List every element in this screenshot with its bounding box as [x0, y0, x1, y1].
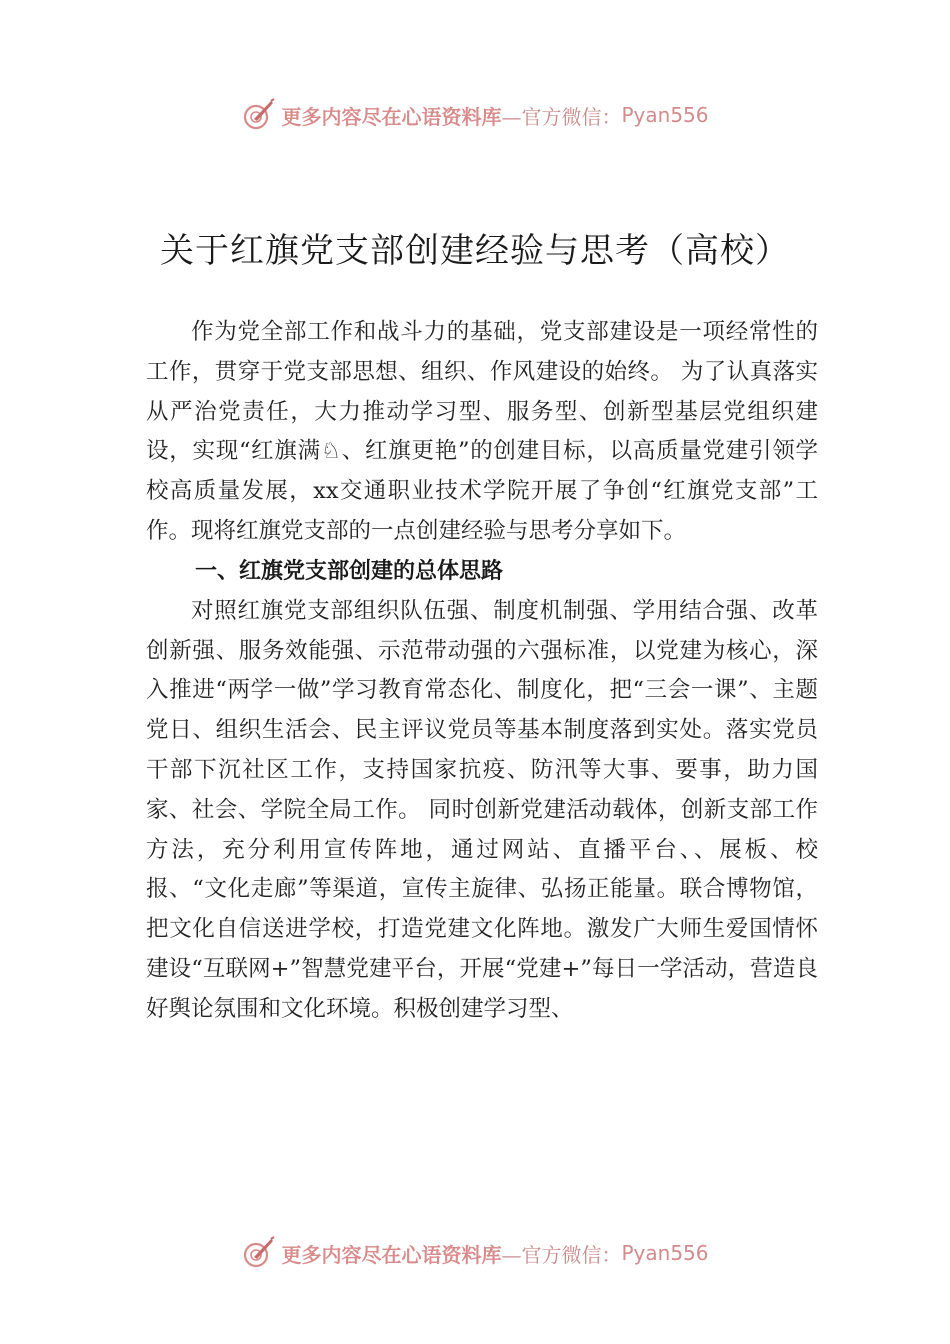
watermark-brand-text: 更多内容尽在心语资料库 — [281, 1242, 502, 1267]
section-heading-1: 一、红旗党支部创建的总体思路 — [195, 558, 504, 584]
section-1-paragraph: 对照红旗党支部组织队伍强、制度机制强、学用结合强、改革创新强、服务效能强、示范带动强的六强标准，以党建为核心，深入推进“两学一做”学习教育常态化、制度化，把“三会一课”、主题党日、组织生活会、民主评议党员等基本制度落到实处。落实党员干部下沉社区工作，支持国家抗疫、防汛等大事、要事，助力国家、社会、学院全局工作。 同时创新党建活动载体，创新支部工作方法，充分利用宣传阵地，通过网站、直播平台、、展板、校报、“文化走廊”等渠道，宣传主旋律、弘扬正能量。联合博物馆， 把文化自信送进学校，打造党建文化阵地。激发广大师生爱国情怀建设“互联网+”智慧党建平台，开展“党建+”每日一学活动，营造良好舆论氛围和文化环境。积极创建学习型、 — [146, 597, 818, 1022]
quill-pen-icon — [241, 1236, 275, 1270]
watermark-brand-text: 更多内容尽在心语资料库 — [281, 104, 502, 129]
document-body — [146, 313, 818, 1030]
document-title: 关于红旗党支部创建经验与思考（高校） — [160, 230, 790, 271]
watermark-wechat-id: Pyan556 — [621, 1241, 709, 1265]
watermark-wechat-label: —官方微信： — [501, 104, 622, 129]
watermark-wechat-id: Pyan556 — [621, 103, 709, 127]
intro-paragraph: 作为党全部工作和战斗力的基础，党支部建设是一项经常性的工作，贯穿于党支部思想、组织、作风建设的始终。 为了认真落实从严治党责任，大力推动学习型、服务型、创新型基层党组织建设，实现“红旗满♘、红旗更艳”的创建目标，以高质量党建引领学校高质量发展，xx交通职业技术学院开展了争创“红旗党支部”工作。现将红旗党支部的一点创建经验与思考分享如下。 — [146, 319, 818, 544]
quill-pen-icon — [241, 98, 275, 132]
watermark-wechat-label: —官方微信： — [501, 1242, 622, 1267]
watermark-banner-top — [0, 95, 950, 135]
watermark-banner-bottom — [0, 1233, 950, 1273]
